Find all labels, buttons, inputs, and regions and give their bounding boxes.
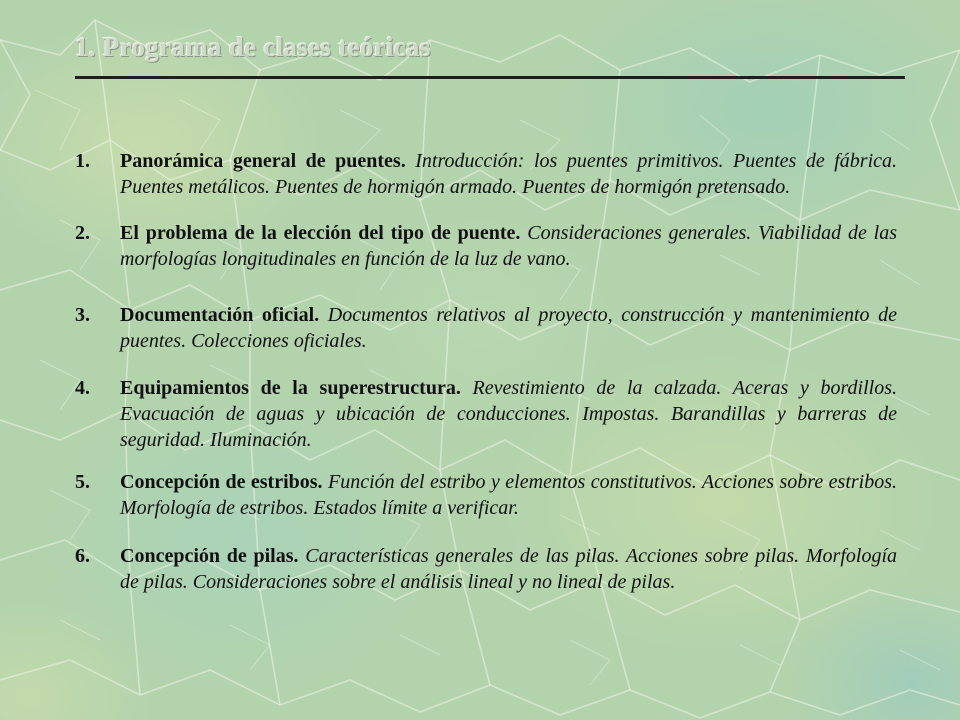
item-description: Características generales de las pilas. Acciones sobre pilas. Morfología de pilas. Consideraciones sobre el análisis lineal y no lineal de pilas. xyxy=(120,545,898,593)
item-description: Introducción: los puentes primitivos. Puentes de fábrica. Puentes metálicos. Puentes de hormigón armado. Puentes de hormigón pretensado. xyxy=(120,150,898,198)
item-description: Documentos relativos al proyecto, construcción y mantenimiento de puentes. Colecciones oficiales. xyxy=(120,304,898,352)
item-body xyxy=(120,220,897,272)
item-heading: El problema de la elección del tipo de puente. xyxy=(120,222,521,244)
list-item xyxy=(75,148,897,200)
item-heading: Concepción de pilas. xyxy=(120,545,299,567)
item-description: Función del estribo y elementos constitutivos. Acciones sobre estribos. Morfología de estribos. Estados límite a verificar. xyxy=(120,471,897,519)
item-number: 5. xyxy=(75,471,90,493)
item-heading: Panorámica general de puentes. xyxy=(120,150,406,172)
lecture-program-list xyxy=(75,148,897,595)
item-body xyxy=(120,469,897,521)
item-heading: Documentación oficial. xyxy=(120,304,320,326)
item-body xyxy=(120,543,897,595)
list-item xyxy=(75,302,897,354)
item-heading: Equipamientos de la superestructura. xyxy=(120,377,461,399)
item-body xyxy=(120,148,897,200)
item-heading: Concepción de estribos. xyxy=(120,471,323,493)
item-description: Consideraciones generales. Viabilidad de las morfologías longitudinales en función de la luz de vano. xyxy=(120,222,897,270)
item-number: 4. xyxy=(75,377,90,399)
list-item xyxy=(75,375,897,453)
item-description: Revestimiento de la calzada. Aceras y bordillos. Evacuación de aguas y ubicación de conducciones. Impostas. Barandillas y barreras de seguridad. Iluminación. xyxy=(120,377,898,451)
item-number: 1. xyxy=(75,150,90,172)
list-item xyxy=(75,543,897,595)
list-item xyxy=(75,469,897,521)
list-item xyxy=(75,220,897,272)
item-body xyxy=(120,302,897,354)
item-number: 6. xyxy=(75,545,90,567)
title-underline xyxy=(75,76,905,79)
item-body xyxy=(120,375,897,453)
item-number: 3. xyxy=(75,304,90,326)
item-number: 2. xyxy=(75,222,90,244)
slide-title: 1. Programa de clases teóricas xyxy=(75,32,431,62)
